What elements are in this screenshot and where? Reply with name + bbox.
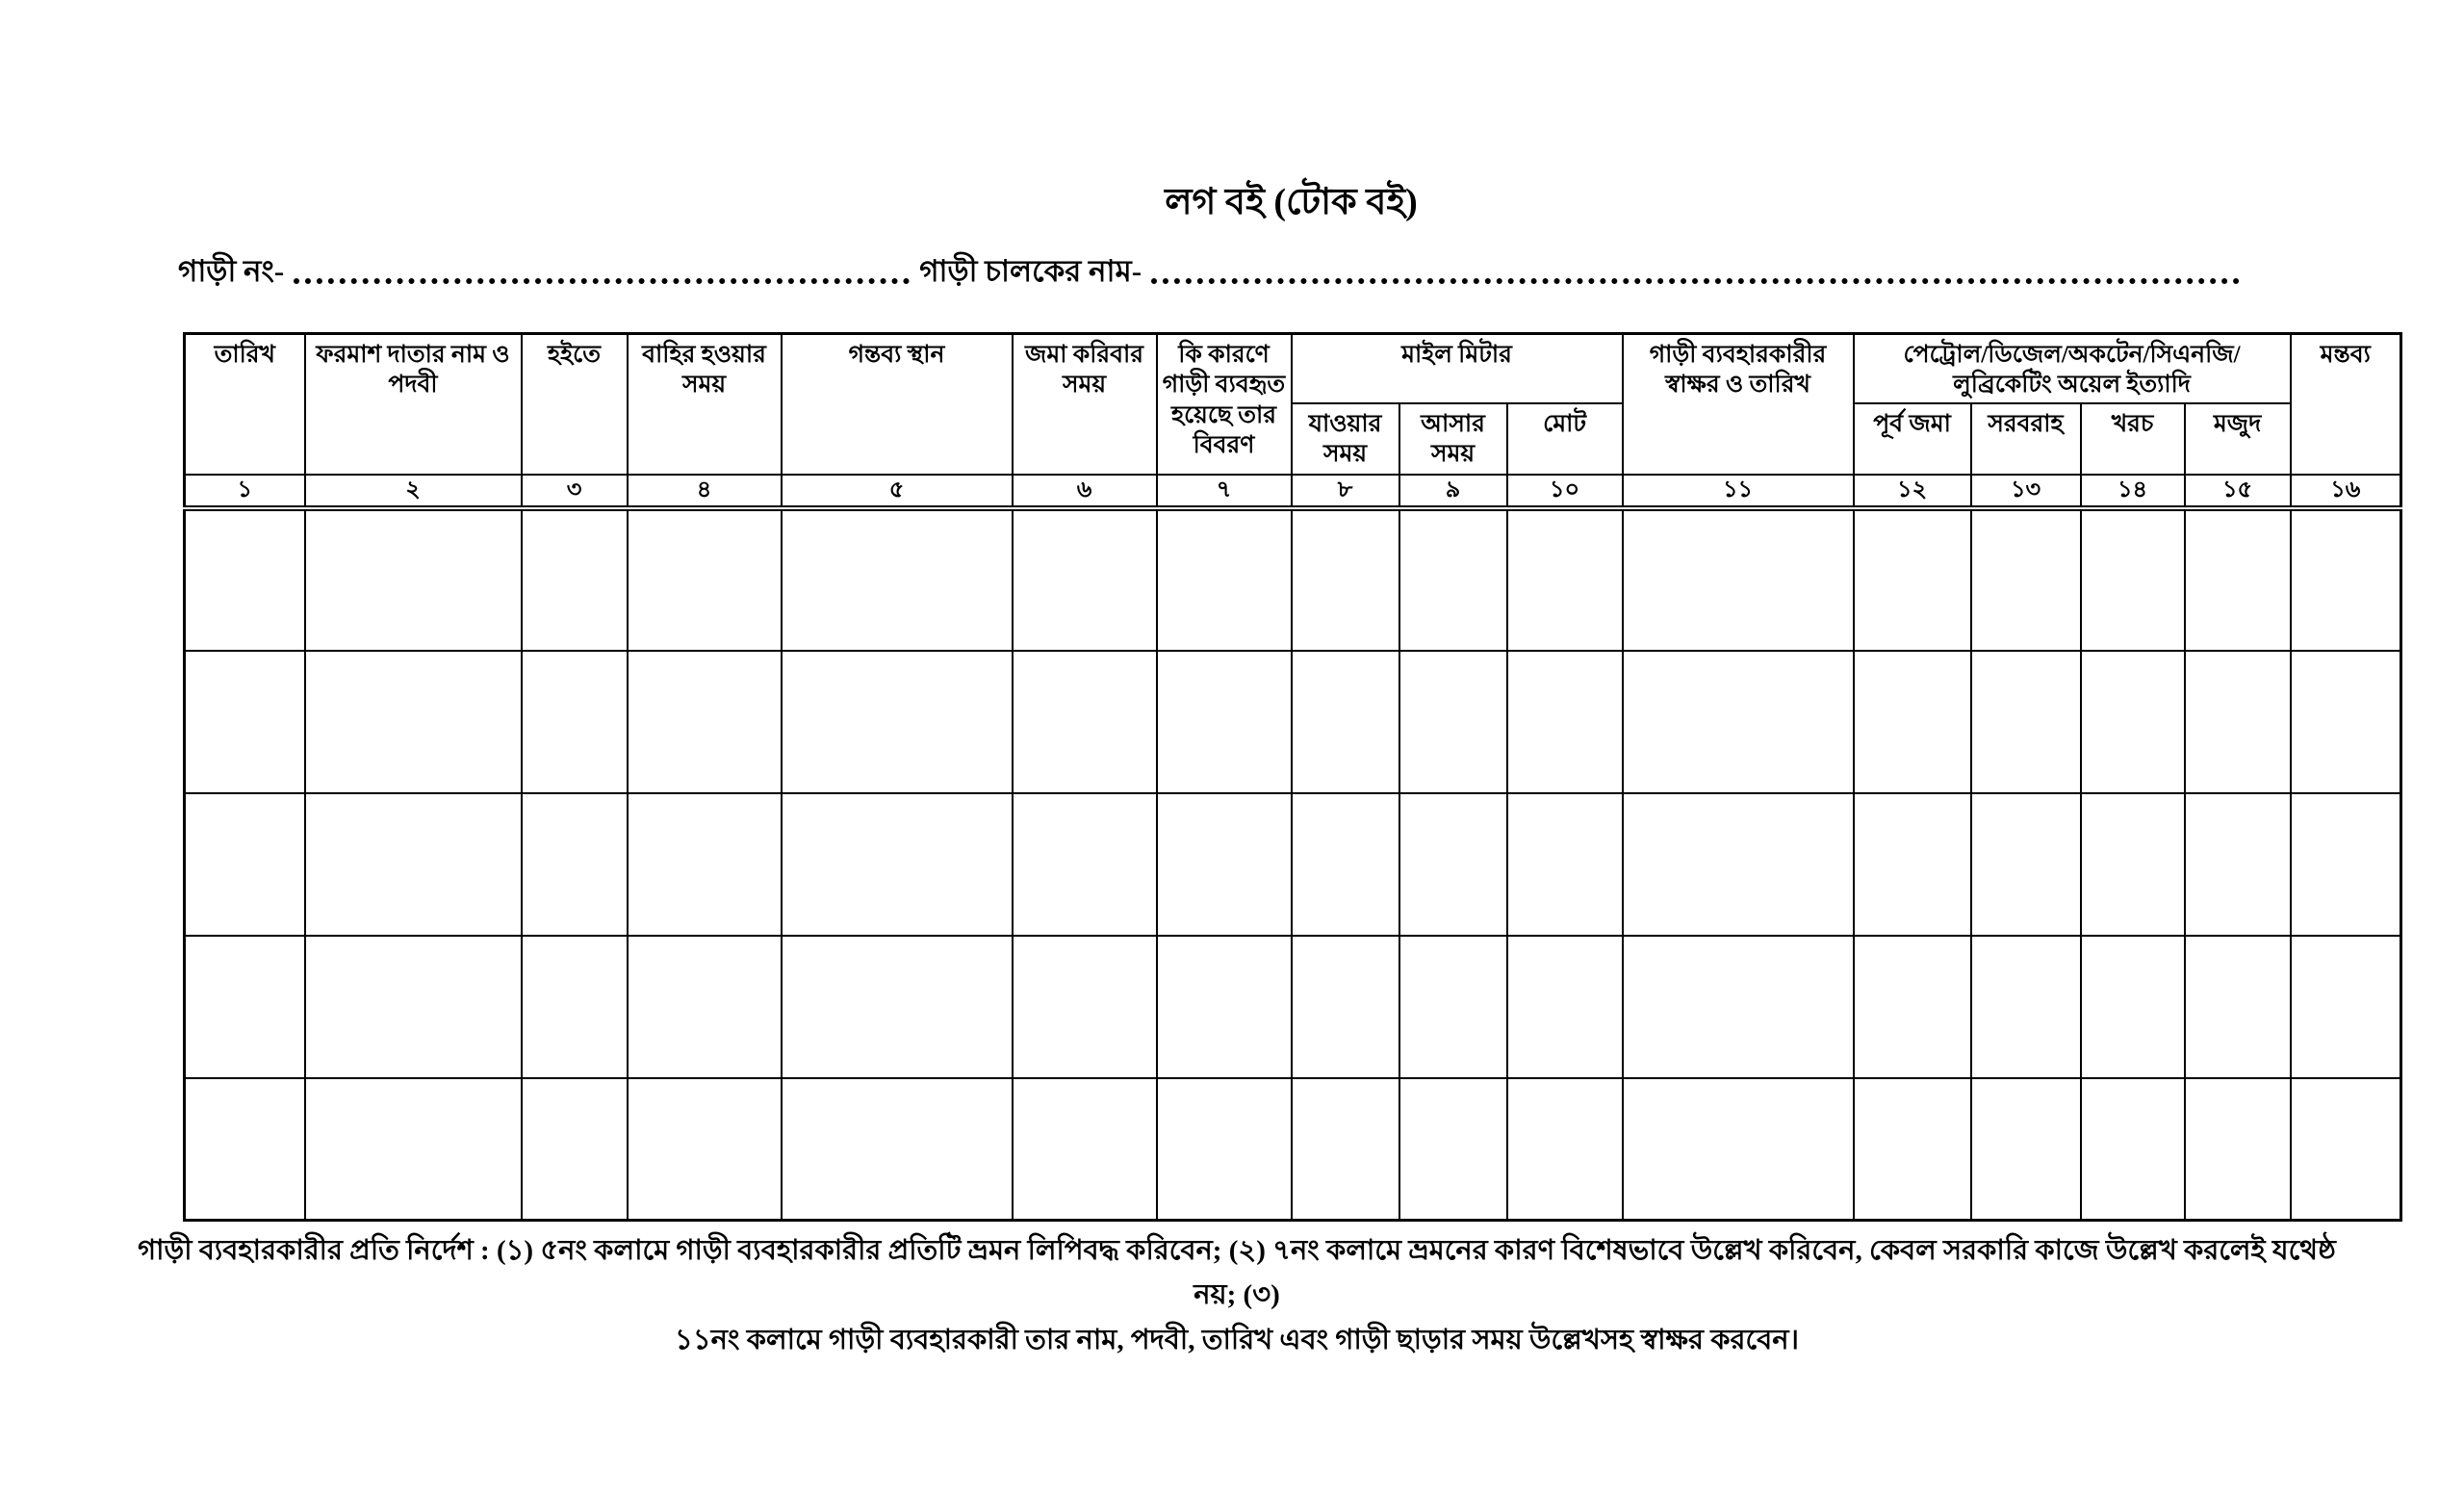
empty-cell [522, 936, 628, 1078]
column-number: ৪ [628, 475, 782, 508]
empty-cell [305, 651, 522, 793]
empty-cell [782, 1078, 1013, 1221]
table-row [185, 793, 2401, 936]
column-number: ১০ [1507, 475, 1623, 508]
col-header-from: হইতে [522, 334, 628, 475]
empty-cell [1623, 651, 1854, 793]
col-header-stock: মজুদ [2185, 403, 2291, 475]
empty-cell [185, 936, 305, 1078]
column-number: ১৩ [1971, 475, 2081, 508]
empty-cell [305, 1078, 522, 1221]
empty-cell [1971, 936, 2081, 1078]
empty-cell [185, 651, 305, 793]
empty-cell [2081, 793, 2185, 936]
empty-cell [1157, 1078, 1292, 1221]
empty-cell [2291, 936, 2401, 1078]
empty-cell [1013, 1078, 1157, 1221]
instructions [135, 1228, 2339, 1362]
vehicle-no-fill-line [294, 278, 910, 284]
table-row [185, 508, 2401, 651]
empty-cell [522, 1078, 628, 1221]
table-row [185, 651, 2401, 793]
column-number: ৫ [782, 475, 1013, 508]
empty-cell [305, 508, 522, 651]
empty-cell [1507, 508, 1623, 651]
empty-cell [628, 793, 782, 936]
vehicle-driver-line [178, 252, 2249, 291]
empty-cell [1507, 936, 1623, 1078]
log-table [183, 332, 2402, 1222]
empty-cell [1971, 793, 2081, 936]
empty-cell [2185, 936, 2291, 1078]
empty-cell [1971, 651, 2081, 793]
col-header-destination: গন্তব্য স্থান [782, 334, 1013, 475]
col-header-remarks: মন্তব্য [2291, 334, 2401, 475]
empty-cell [1157, 936, 1292, 1078]
empty-cell [1399, 651, 1507, 793]
vehicle-no-label: গাড়ী নং- [178, 254, 285, 288]
empty-cell [1507, 793, 1623, 936]
instructions-line-2: ১১নং কলামে গাড়ী ব্যবহারকারী তার নাম, পদবী, তারিখ এবং গাড়ী ছাড়ার সময় উল্লেখসহ স্বাক্ষর করবেন। [675, 1324, 1799, 1355]
empty-cell [782, 508, 1013, 651]
column-number: ১১ [1623, 475, 1854, 508]
empty-cell [522, 508, 628, 651]
empty-cell [1623, 508, 1854, 651]
empty-cell [2185, 793, 2291, 936]
empty-cell [628, 651, 782, 793]
col-header-going-time: যাওয়ার সময় [1292, 403, 1399, 475]
empty-cell [1507, 651, 1623, 793]
column-number: ৮ [1292, 475, 1399, 508]
empty-cell [185, 1078, 305, 1221]
empty-cell [522, 651, 628, 793]
column-number-row [185, 475, 2401, 508]
column-number: ২ [305, 475, 522, 508]
empty-cell [2291, 651, 2401, 793]
column-number: ১২ [1854, 475, 1971, 508]
empty-cell [1854, 793, 1971, 936]
empty-cell [1971, 1078, 2081, 1221]
empty-cell [2185, 651, 2291, 793]
column-number: ৭ [1157, 475, 1292, 508]
empty-cell [1013, 793, 1157, 936]
column-number: ১৫ [2185, 475, 2291, 508]
empty-cell [1399, 793, 1507, 936]
empty-cell [1623, 936, 1854, 1078]
empty-cell [2185, 1078, 2291, 1221]
empty-cell [1292, 936, 1399, 1078]
empty-cell [305, 793, 522, 936]
empty-cell [1157, 651, 1292, 793]
empty-cell [628, 1078, 782, 1221]
empty-cell [2185, 508, 2291, 651]
empty-cell [305, 936, 522, 1078]
group-header-fuel: পেট্রোল/ডিজেল/অকটেন/সিএনজি/লুব্রিকেটিং অয়েল ইত্যাদি [1854, 334, 2291, 403]
empty-cell [185, 793, 305, 936]
empty-cell [1854, 651, 1971, 793]
empty-cell [628, 508, 782, 651]
empty-cell [1292, 1078, 1399, 1221]
empty-cell [1399, 508, 1507, 651]
col-header-user-signature: গাড়ী ব্যবহারকারীর স্বাক্ষর ও তারিখ [1623, 334, 1854, 475]
empty-cell [1854, 936, 1971, 1078]
empty-cell [1854, 508, 1971, 651]
col-header-requester: ফরমাশ দাতার নাম ও পদবী [305, 334, 522, 475]
empty-cell [628, 936, 782, 1078]
empty-cell [522, 793, 628, 936]
empty-cell [1971, 508, 2081, 651]
header-row-groups [185, 334, 2401, 403]
column-number: ৬ [1013, 475, 1157, 508]
column-number: ৩ [522, 475, 628, 508]
col-header-supply: সরবরাহ [1971, 403, 2081, 475]
empty-cell [1292, 508, 1399, 651]
empty-cell [1157, 793, 1292, 936]
instructions-line-1: গাড়ী ব্যবহারকারীর প্রতি নির্দেশ : (১) ৫নং কলামে গাড়ী ব্যবহারকারীর প্রতিটি ভ্রমন লিপিবদ্ধ করিবেন; (২) ৭নং কলামে ভ্রমনের কারণ বিশেষভাবে উল্লেখ করিবেন, কেবল সরকারি কাজে উল্লেখ করলেই যথেষ্ঠ নয়; (৩) [138, 1235, 2336, 1311]
table-row [185, 936, 2401, 1078]
column-number: ১ [185, 475, 305, 508]
group-header-mile-meter: মাইল মিটার [1292, 334, 1623, 403]
table-body [185, 508, 2401, 1221]
col-header-expense: খরচ [2081, 403, 2185, 475]
col-header-date: তারিখ [185, 334, 305, 475]
empty-cell [1013, 936, 1157, 1078]
empty-cell [1292, 651, 1399, 793]
empty-cell [1399, 936, 1507, 1078]
empty-cell [1507, 1078, 1623, 1221]
driver-name-fill-line [1151, 278, 2240, 284]
empty-cell [2081, 936, 2185, 1078]
empty-cell [2081, 1078, 2185, 1221]
empty-cell [1399, 1078, 1507, 1221]
empty-cell [1623, 793, 1854, 936]
empty-cell [2291, 508, 2401, 651]
empty-cell [2081, 651, 2185, 793]
empty-cell [782, 651, 1013, 793]
page-title: লগ বই (টোক বই) [1165, 182, 1418, 222]
col-header-departure-time: বাহির হওয়ার সময় [628, 334, 782, 475]
column-number: ৯ [1399, 475, 1507, 508]
empty-cell [1013, 508, 1157, 651]
empty-cell [1157, 508, 1292, 651]
col-header-deposit-time: জমা করিবার সময় [1013, 334, 1157, 475]
col-header-previous-balance: পূর্ব জমা [1854, 403, 1971, 475]
table-row [185, 1078, 2401, 1221]
empty-cell [1623, 1078, 1854, 1221]
empty-cell [185, 508, 305, 651]
empty-cell [782, 793, 1013, 936]
column-number: ১৪ [2081, 475, 2185, 508]
col-header-total: মোট [1507, 403, 1623, 475]
empty-cell [782, 936, 1013, 1078]
empty-cell [2081, 508, 2185, 651]
empty-cell [2291, 793, 2401, 936]
empty-cell [1292, 793, 1399, 936]
column-number: ১৬ [2291, 475, 2401, 508]
empty-cell [1854, 1078, 1971, 1221]
col-header-purpose: কি কারণে গাড়ী ব্যবহৃত হয়েছে তার বিবরণ [1157, 334, 1292, 475]
col-header-coming-time: আসার সময় [1399, 403, 1507, 475]
driver-name-label: গাড়ী চালকের নাম- [919, 254, 1142, 288]
empty-cell [2291, 1078, 2401, 1221]
empty-cell [1013, 651, 1157, 793]
